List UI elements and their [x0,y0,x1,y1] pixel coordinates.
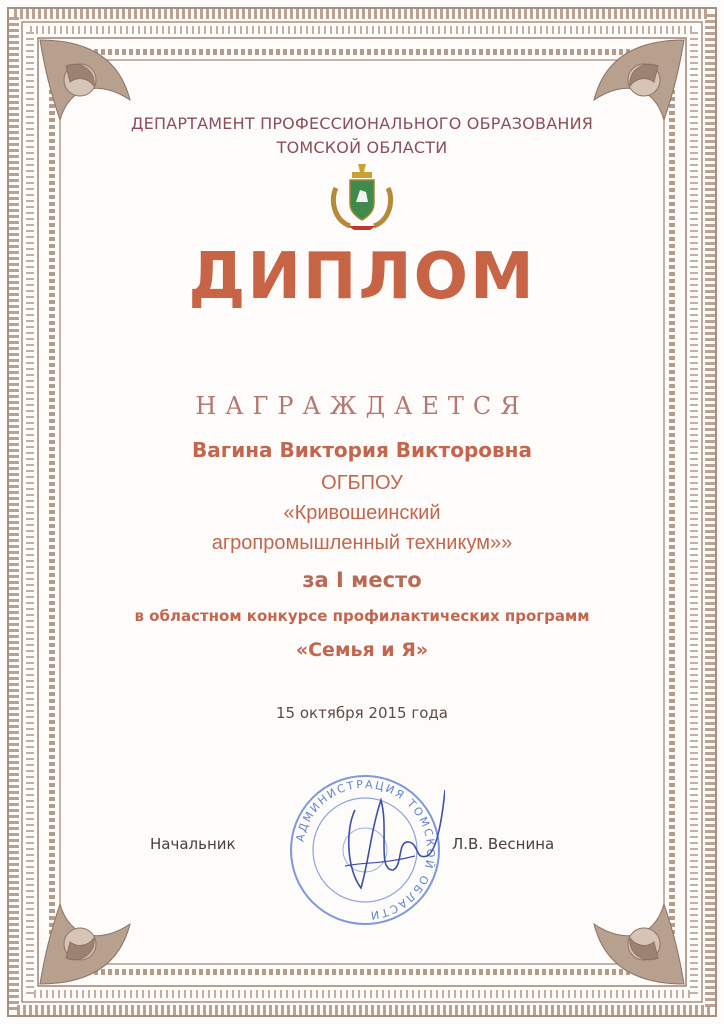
department-line1: ДЕПАРТАМЕНТ ПРОФЕССИОНАЛЬНОГО ОБРАЗОВАНИЯ [130,114,594,133]
awarded-label: НАГРАЖДАЕТСЯ [195,392,529,420]
award-date: 15 октября 2015 года [276,704,448,722]
contest-text: в областном конкурсе профилактических программ [134,607,590,625]
organization-line3: агропромышленный техникум»» [211,532,513,554]
recipient-name: Вагина Виктория Викторовна [192,438,532,462]
signatory-name: Л.В. Веснина [452,835,555,853]
program-name: «Семья и Я» [295,639,429,661]
organization-line2: «Кривошеинский [283,502,441,524]
diploma-title: ДИПЛОМ [188,240,536,314]
stamp-text: АДМИНИСТРАЦИЯ ТОМСКОЙ ОБЛАСТИ [293,777,438,923]
organization [0,468,724,558]
department-line2: ТОМСКОЙ ОБЛАСТИ [276,138,448,157]
official-stamp [285,770,445,930]
signatory-position: Начальник [150,835,236,853]
organization-line1: ОГБПОУ [321,472,403,494]
tomsk-coat-of-arms-icon [330,160,394,232]
place-text: за I место [302,568,422,592]
svg-text:АДМИНИСТРАЦИЯ ТОМСКОЙ ОБЛАСТИ [294,778,438,922]
department-heading [0,112,724,160]
